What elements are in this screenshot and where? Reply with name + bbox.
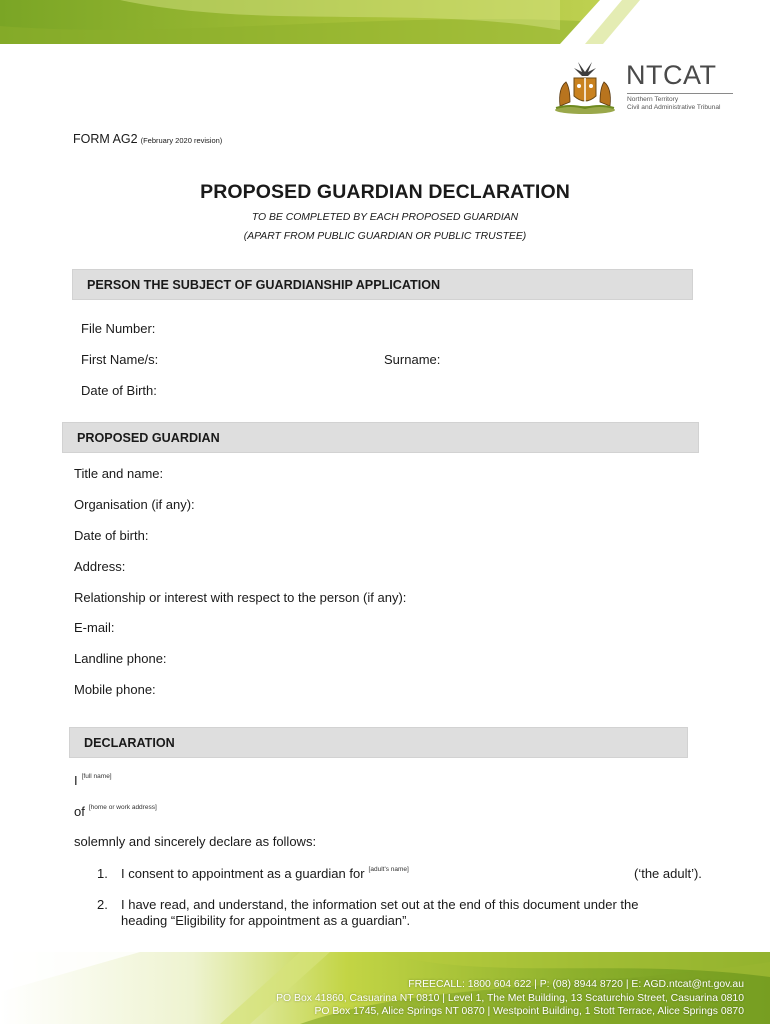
item1-text-line	[121, 866, 409, 881]
guardian-date-of-birth-label: Date of birth:	[74, 528, 149, 543]
title-and-name-label: Title and name:	[74, 466, 164, 481]
top-banner-graphic	[0, 0, 770, 44]
declaration-intro: solemnly and sincerely declare as follows:	[74, 834, 317, 849]
relationship-label: Relationship or interest with respect to the person (if any):	[74, 590, 407, 605]
item1-end: (‘the adult’).	[634, 866, 702, 881]
logo-subtitle	[627, 96, 747, 112]
logo-wordmark: NTCAT	[626, 60, 717, 90]
adult-name-note: [adult's name]	[368, 866, 409, 873]
ntcat-logo	[552, 58, 734, 116]
form-code: FORM AG2	[73, 132, 138, 146]
form-identifier	[73, 132, 222, 146]
address-label: Address:	[74, 559, 126, 574]
footer-contact-line: FREECALL: 1800 604 622 | P: (08) 8944 8720 | E: AGD.ntcat@nt.gov.au	[408, 979, 744, 990]
item2-text-line2: heading “Eligibility for appointment as a guardian”.	[121, 913, 411, 928]
declarant-name-line	[74, 773, 112, 788]
item1-number: 1.	[97, 866, 108, 881]
address-note: [home or work address]	[88, 804, 157, 811]
document-subtitle-line2: (APART FROM PUBLIC GUARDIAN OR PUBLIC TRUSTEE)	[243, 231, 527, 242]
logo-subtitle-line2: Civil and Administrative Tribunal	[627, 104, 721, 111]
landline-phone-label: Landline phone:	[74, 651, 167, 666]
i-label: I	[74, 773, 78, 788]
file-number-label: File Number:	[81, 321, 156, 336]
item1-text: I consent to appointment as a guardian for	[121, 866, 365, 881]
email-label: E-mail:	[74, 620, 115, 635]
logo-subtitle-line1: Northern Territory	[627, 96, 679, 103]
form-revision: (February 2020 revision)	[140, 136, 223, 145]
first-names-label: First Name/s:	[81, 352, 159, 367]
surname-label: Surname:	[384, 352, 441, 367]
item2-number: 2.	[97, 897, 108, 912]
organisation-label: Organisation (if any):	[74, 497, 195, 512]
document-subtitle-line1: TO BE COMPLETED BY EACH PROPOSED GUARDIAN	[251, 212, 519, 223]
coat-of-arms-icon	[552, 58, 618, 116]
section-heading-declaration: DECLARATION	[69, 727, 688, 758]
item2-text-line1: I have read, and understand, the information set out at the end of this document under the	[121, 897, 639, 912]
full-name-note: [full name]	[81, 773, 112, 780]
mobile-phone-label: Mobile phone:	[74, 682, 156, 697]
of-label: of	[74, 804, 85, 819]
subject-date-of-birth-label: Date of Birth:	[81, 383, 157, 398]
footer-alice-springs-address: PO Box 1745, Alice Springs NT 0870 | Westpoint Building, 1 Stott Terrace, Alice Springs 0870	[314, 1006, 744, 1017]
footer-casuarina-address: PO Box 41860, Casuarina NT 0810 | Level 1, The Met Building, 13 Scaturchio Street, Casuarina 0810	[276, 993, 744, 1004]
declarant-address-line	[74, 804, 157, 819]
document-title: PROPOSED GUARDIAN DECLARATION	[200, 181, 570, 203]
section-heading-proposed-guardian: PROPOSED GUARDIAN	[62, 422, 699, 453]
logo-divider	[627, 93, 733, 94]
section-heading-subject: PERSON THE SUBJECT OF GUARDIANSHIP APPLICATION	[72, 269, 693, 300]
